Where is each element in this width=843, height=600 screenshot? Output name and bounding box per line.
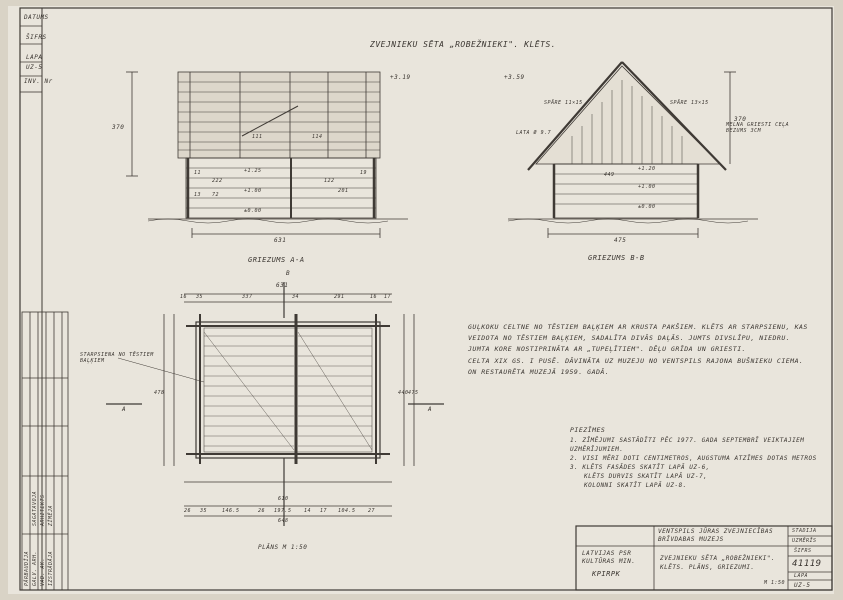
- stamp-lapa: LAPA: [26, 54, 43, 61]
- aa-dim-level-2: +1.00: [244, 188, 262, 194]
- plan-dim-bot-5: 14: [304, 508, 312, 514]
- plan-dim-top-1: 35: [196, 294, 204, 300]
- side-block-4: SAGATAVOJA: [32, 490, 38, 526]
- technical-drawing: [8, 6, 834, 594]
- tb-org: VENTSPILS JŪRAS ZVEJNIECĪBAS BRĪVDABAS MUZEJS: [658, 528, 774, 543]
- plan-annotation: STARPSIENA NO TĒSTIEM BAĻĶIEM: [80, 352, 154, 364]
- plan-dim-bot-8: 27: [368, 508, 376, 514]
- aa-dim-g: 13: [194, 192, 202, 198]
- note-1: 1. ZĪMĒJUMI SASTĀDĪTI PĒC 1977. GADA SEPTEMBRĪ VEIKTAJIEM UZMĒRĪJUMIEM.: [570, 437, 805, 453]
- stamp-sifrs: ŠIFRS: [26, 34, 47, 41]
- stamp-lapa-no: UZ-5: [26, 64, 43, 71]
- tb-ministry: LATVIJAS PSR KULTŪRAS MIN.: [582, 550, 636, 565]
- plan-label: PLĀNS M 1:50: [258, 544, 308, 551]
- bb-rafter-right: SPĀRE 13×15: [670, 100, 709, 106]
- aa-dim-width: 631: [274, 237, 287, 244]
- side-block-3: IZSTRĀDĀJA: [48, 550, 54, 586]
- side-block-2: VAD. AK.: [40, 557, 46, 586]
- plan-dim-top-5: 16: [370, 294, 378, 300]
- drawing-sheet: [8, 6, 834, 594]
- plan-dim-top-3: 34: [292, 294, 300, 300]
- plan-dim-bot-4: 197.5: [274, 508, 292, 514]
- plan-dim-bot-10: 648: [278, 518, 289, 524]
- tb-sheet-value: UZ-5: [794, 582, 811, 589]
- aa-dim-e: 201: [338, 188, 349, 194]
- plan-dim-total-top: 631: [276, 282, 289, 289]
- tb-cipher-value: 41119: [792, 559, 822, 569]
- stamp-inv: INV. Nr: [24, 78, 53, 85]
- aa-label: GRIEZUMS A-A: [248, 256, 305, 264]
- bb-label: GRIEZUMS B-B: [588, 254, 645, 262]
- plan-dim-bot-3: 26: [258, 508, 266, 514]
- tb-stage-label: STADIJA: [792, 528, 817, 534]
- plan-dim-side-0: 478: [154, 390, 165, 396]
- bb-dim-level-0: ±0.00: [638, 204, 656, 210]
- plan-dim-top-0: 16: [180, 294, 188, 300]
- bb-ceiling-note: MELNA GRIESTI CEĻA BEZUMS 3CM: [726, 122, 790, 134]
- note-4: KLĒTS DURVIS SKATĪT LAPĀ UZ-7,: [584, 473, 708, 480]
- aa-dim-level-1: +1.25: [244, 168, 262, 174]
- tb-sheet-label: LAPA: [794, 573, 809, 579]
- description-paragraph-2: CELTA XIX GS. I PUSĒ. DĀVINĀTA UZ MUZEJU NO VENTSPILS RAJONA BUŠNIEKU CIEMA. ON RESTAURĒTA MUZEJĀ 1959. GADĀ.: [468, 357, 804, 376]
- plan-dim-bot-2: 146.5: [222, 508, 240, 514]
- plan-dim-top-4: 291: [334, 294, 345, 300]
- aa-dim-d: 122: [324, 178, 335, 184]
- bb-dim-level-2: +1.00: [638, 184, 656, 190]
- note-2: 2. VISI MĒRI DOTI CENTIMETROS, AUGSTUMA ATZĪMES DOTAS METROS: [570, 455, 817, 462]
- bb-rafter-left: SPĀRE 11×15: [544, 100, 583, 106]
- aa-dim-c: 222: [212, 178, 223, 184]
- plan-dim-bot-6: 17: [320, 508, 328, 514]
- side-block-6: ZĪMĒJA: [48, 504, 54, 526]
- aa-dim-b: 114: [312, 134, 323, 140]
- bb-lath: LATA Ø 9.7: [516, 130, 552, 136]
- side-block-1: GALV. ARH.: [32, 550, 38, 586]
- plan-dim-side-1: 440: [398, 390, 409, 396]
- tb-scale: M 1:50: [764, 580, 786, 586]
- aa-dim-f: 11: [194, 170, 202, 176]
- plan-dim-top-2: 337: [242, 294, 253, 300]
- note-5: KOLONNI SKATĪT LAPĀ UZ-8.: [584, 482, 687, 489]
- tb-stage-value: UZMĒRĪS: [792, 538, 817, 544]
- plan-dim-bot-7: 104.5: [338, 508, 356, 514]
- plan-mark-a-left: A: [122, 406, 127, 413]
- plan-mark-b: B: [286, 270, 291, 277]
- plan-dim-bot-0: 26: [184, 508, 192, 514]
- aa-dim-h: 19: [360, 170, 368, 176]
- aa-dim-a: 111: [252, 134, 263, 140]
- bb-dim-level-top: +3.59: [504, 74, 525, 81]
- description-paragraph-1: GUĻKOKU CELTNE NO TĒSTIEM BAĻĶIEM AR KRUSTA PAKŠIEM. KLĒTS AR STARPSIENU, KAS VEIDOTA NO TĒSTIEM BAĻĶIEM, SADALĪTA DIVĀS DAĻĀS. JUMTS DIVSLĪPU, NIEDRU. JUMTA KORE NOSTIPRINĀTA AR „TUPEĻĪTIEM". DĒĻU GRĪDA UN GRIESTI.: [468, 323, 808, 353]
- tb-agency: KPIRPK: [592, 570, 621, 578]
- plan-dim-top-6: 17: [384, 294, 392, 300]
- tb-cipher-label: ŠIFRS: [794, 548, 812, 554]
- side-block-0: PĀRBAUDĪJA: [24, 550, 30, 586]
- plan-mark-a-right: A: [428, 406, 433, 413]
- note-3: 3. KLĒTS FASĀDES SKATĪT LAPĀ UZ-6,: [570, 464, 710, 471]
- bb-dim-height: 370: [734, 116, 747, 123]
- plan-dim-side-2: 475: [408, 390, 419, 396]
- aa-dim-i: 72: [212, 192, 220, 198]
- tb-drawing-title: ZVEJNIEKU SĒTA „ROBEŽNIEKI". KLĒTS. PLĀNS, GRIEZUMI.: [660, 555, 776, 571]
- bb-dim-level-1: +1.20: [638, 166, 656, 172]
- side-block-5: ARHITEKTS: [40, 494, 46, 526]
- stamp-datums: DATUMS: [24, 14, 49, 21]
- bb-dim-width: 475: [614, 237, 627, 244]
- sheet-title: ZVEJNIEKU SĒTA „ROBEŽNIEKI". KLĒTS.: [370, 40, 557, 49]
- bb-dim-inner: 449: [604, 172, 615, 178]
- plan-dim-bot-1: 35: [200, 508, 208, 514]
- aa-dim-height: 370: [112, 124, 125, 131]
- aa-dim-level-top: +3.19: [390, 74, 411, 81]
- notes-heading: PIEZĪMES: [570, 426, 606, 434]
- plan-dim-bot-9: 610: [278, 496, 289, 502]
- aa-dim-level-0: ±0.00: [244, 208, 262, 214]
